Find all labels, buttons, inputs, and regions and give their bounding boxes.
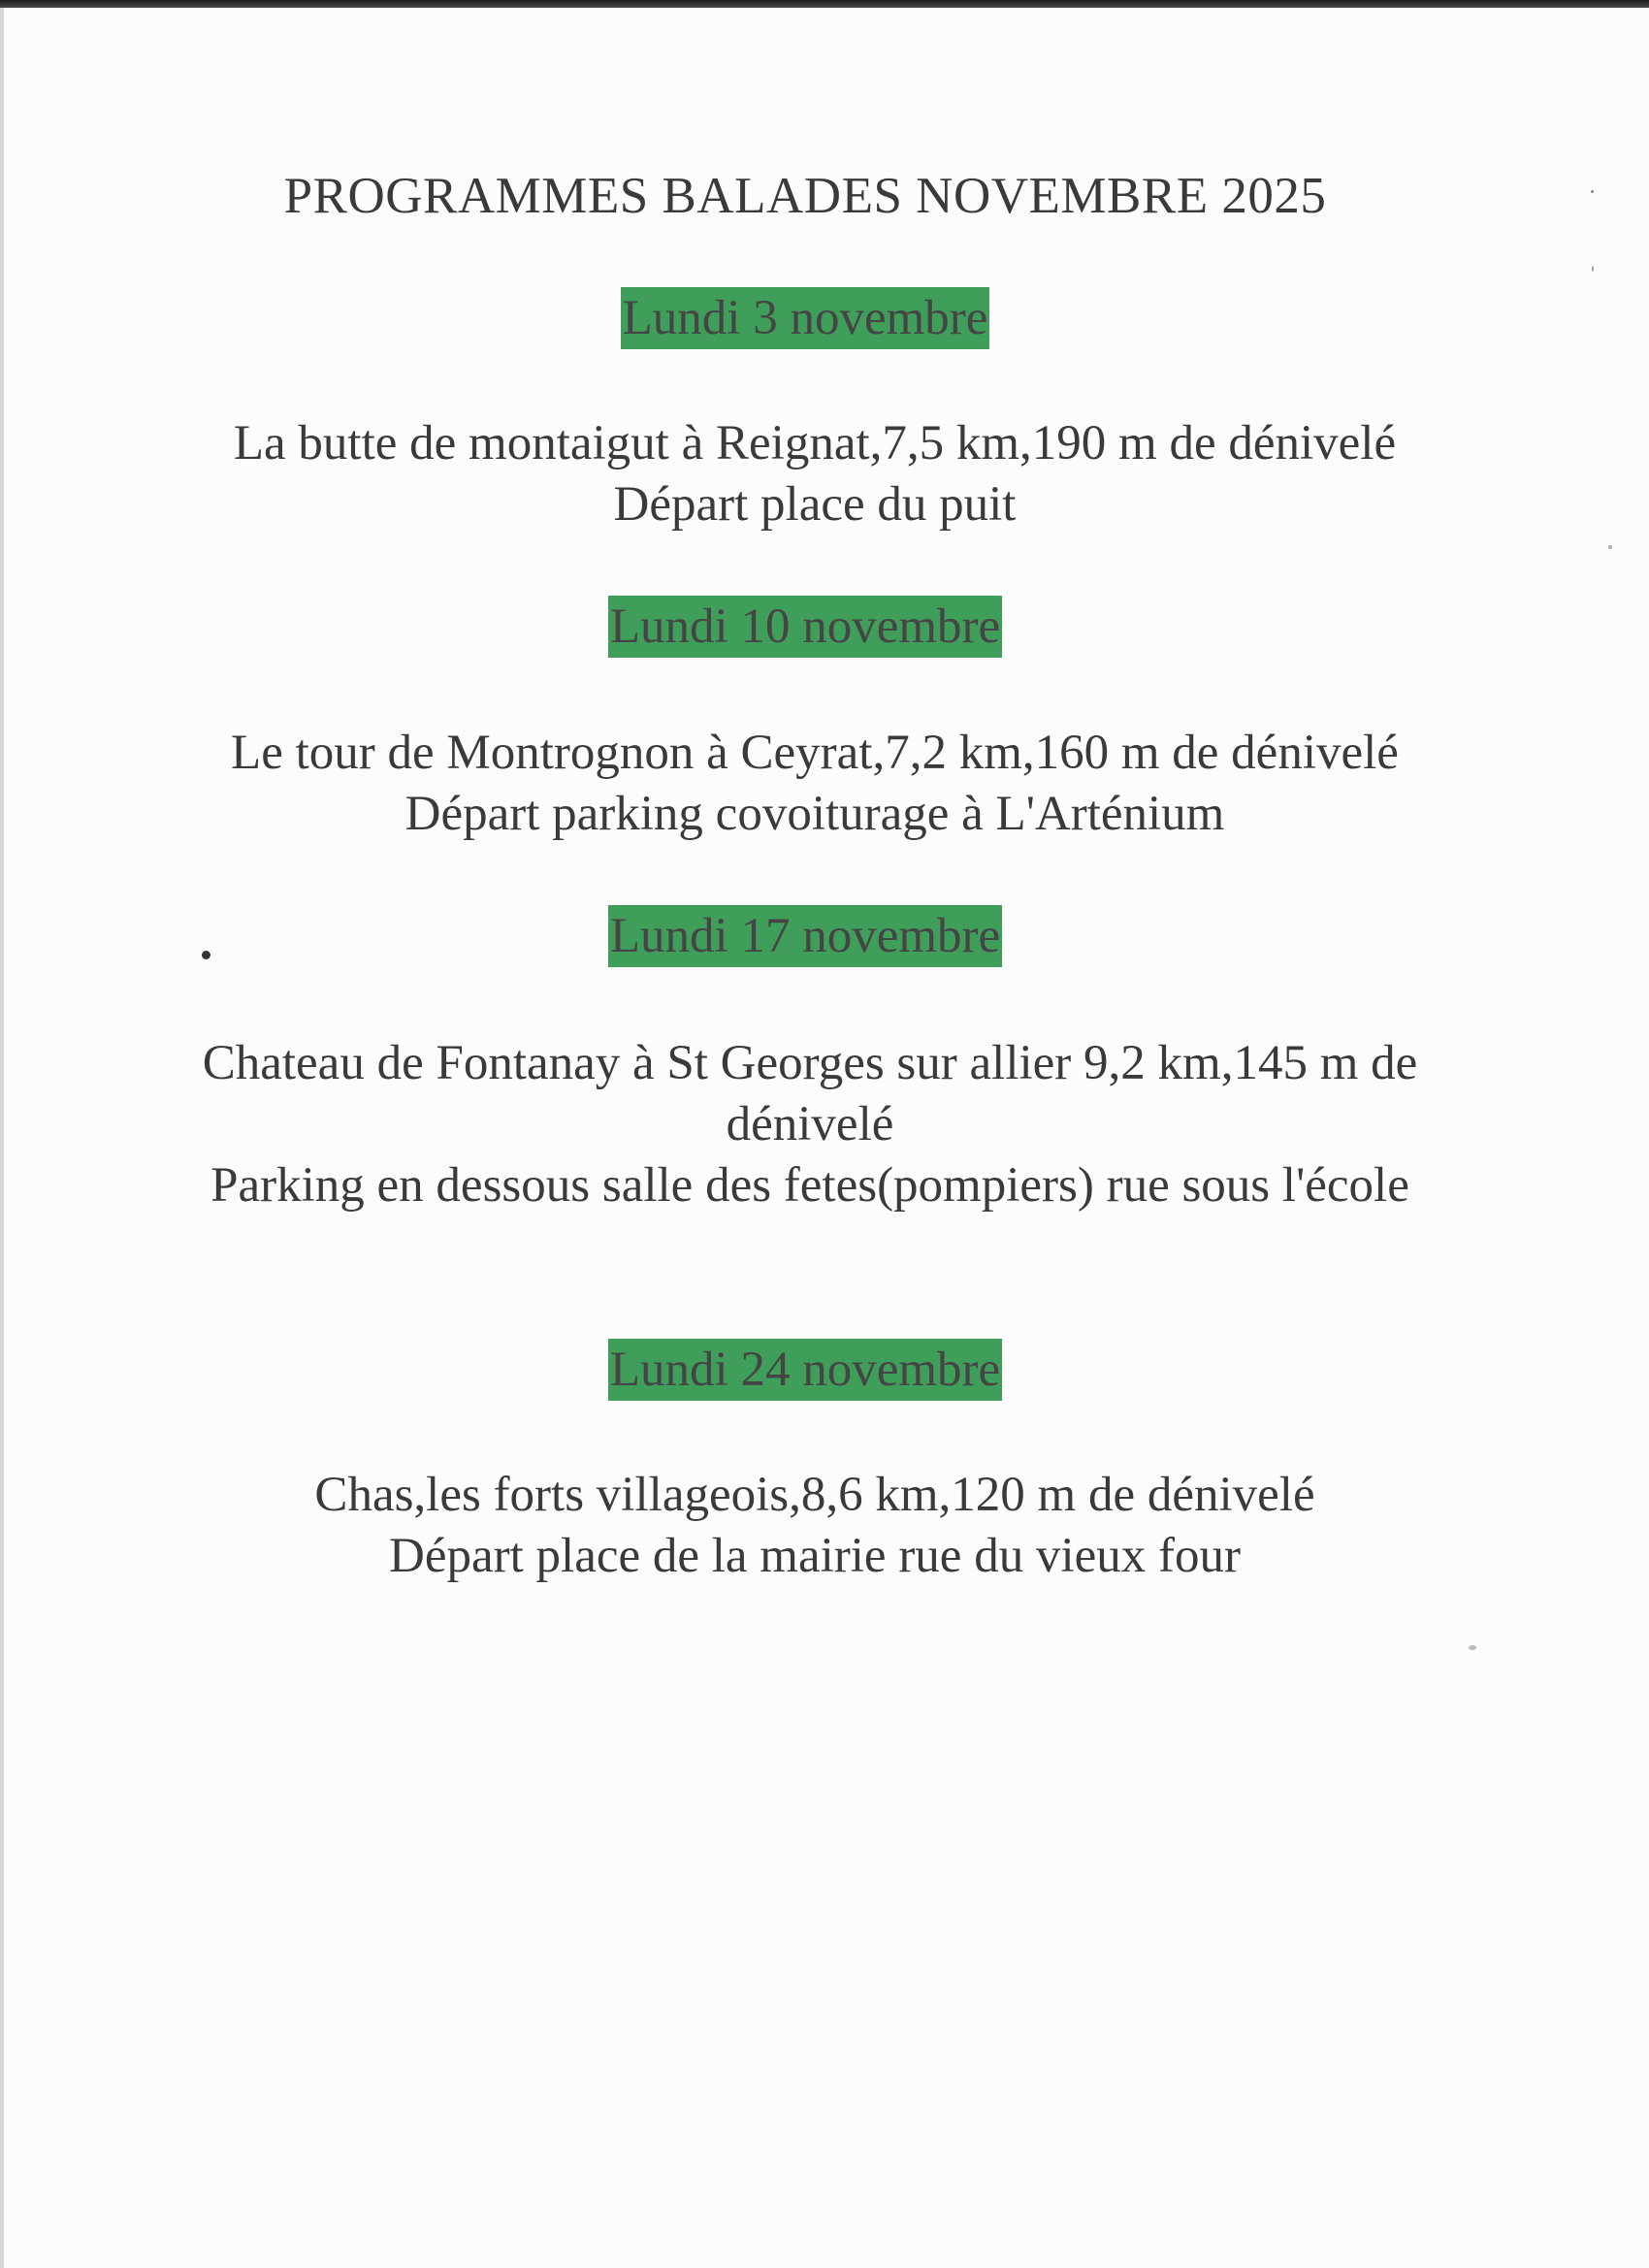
outing-3-date-row — [0, 905, 1610, 967]
outing-1-date-row — [0, 287, 1610, 349]
outing-2-details — [126, 723, 1504, 845]
outing-2-route: Le tour de Montrognon à Ceyrat,7,2 km,160 m de dénivelé — [231, 726, 1399, 780]
outing-3-details — [165, 1033, 1455, 1216]
scan-speck — [1469, 1645, 1476, 1650]
outing-4-date: Lundi 24 novembre — [608, 1339, 1002, 1401]
outing-2-date: Lundi 10 novembre — [608, 596, 1002, 658]
outing-4-date-row — [0, 1339, 1610, 1401]
outing-1-meeting-point: Départ place du puit — [613, 477, 1017, 532]
outing-2-date-row — [0, 596, 1610, 658]
outing-3-date: Lundi 17 novembre — [608, 905, 1002, 967]
scan-speck — [1591, 190, 1594, 193]
outing-3-route: Chateau de Fontanay à St Georges sur allier 9,2 km,145 m de dénivelé — [202, 1036, 1418, 1151]
outing-4-meeting-point: Départ place de la mairie rue du vieux four — [389, 1529, 1241, 1583]
outing-4-details — [126, 1465, 1504, 1587]
scan-speck — [1608, 545, 1612, 549]
outing-1-route: La butte de montaigut à Reignat,7,5 km,190 m de dénivelé — [233, 416, 1397, 470]
outing-4-route: Chas,les forts villageois,8,6 km,120 m de dénivelé — [314, 1468, 1315, 1522]
outing-1-date: Lundi 3 novembre — [621, 287, 990, 349]
outing-3-meeting-point: Parking en dessous salle des fetes(pompiers) rue sous l'école — [210, 1158, 1409, 1213]
page-title: PROGRAMMES BALADES NOVEMBRE 2025 — [283, 168, 1327, 224]
outing-1-details — [126, 413, 1504, 535]
scan-edge-top — [0, 0, 1649, 8]
scan-speck — [1592, 266, 1594, 272]
scan-speck — [202, 951, 210, 959]
outing-2-meeting-point: Départ parking covoiturage à L'Arténium — [404, 787, 1225, 841]
